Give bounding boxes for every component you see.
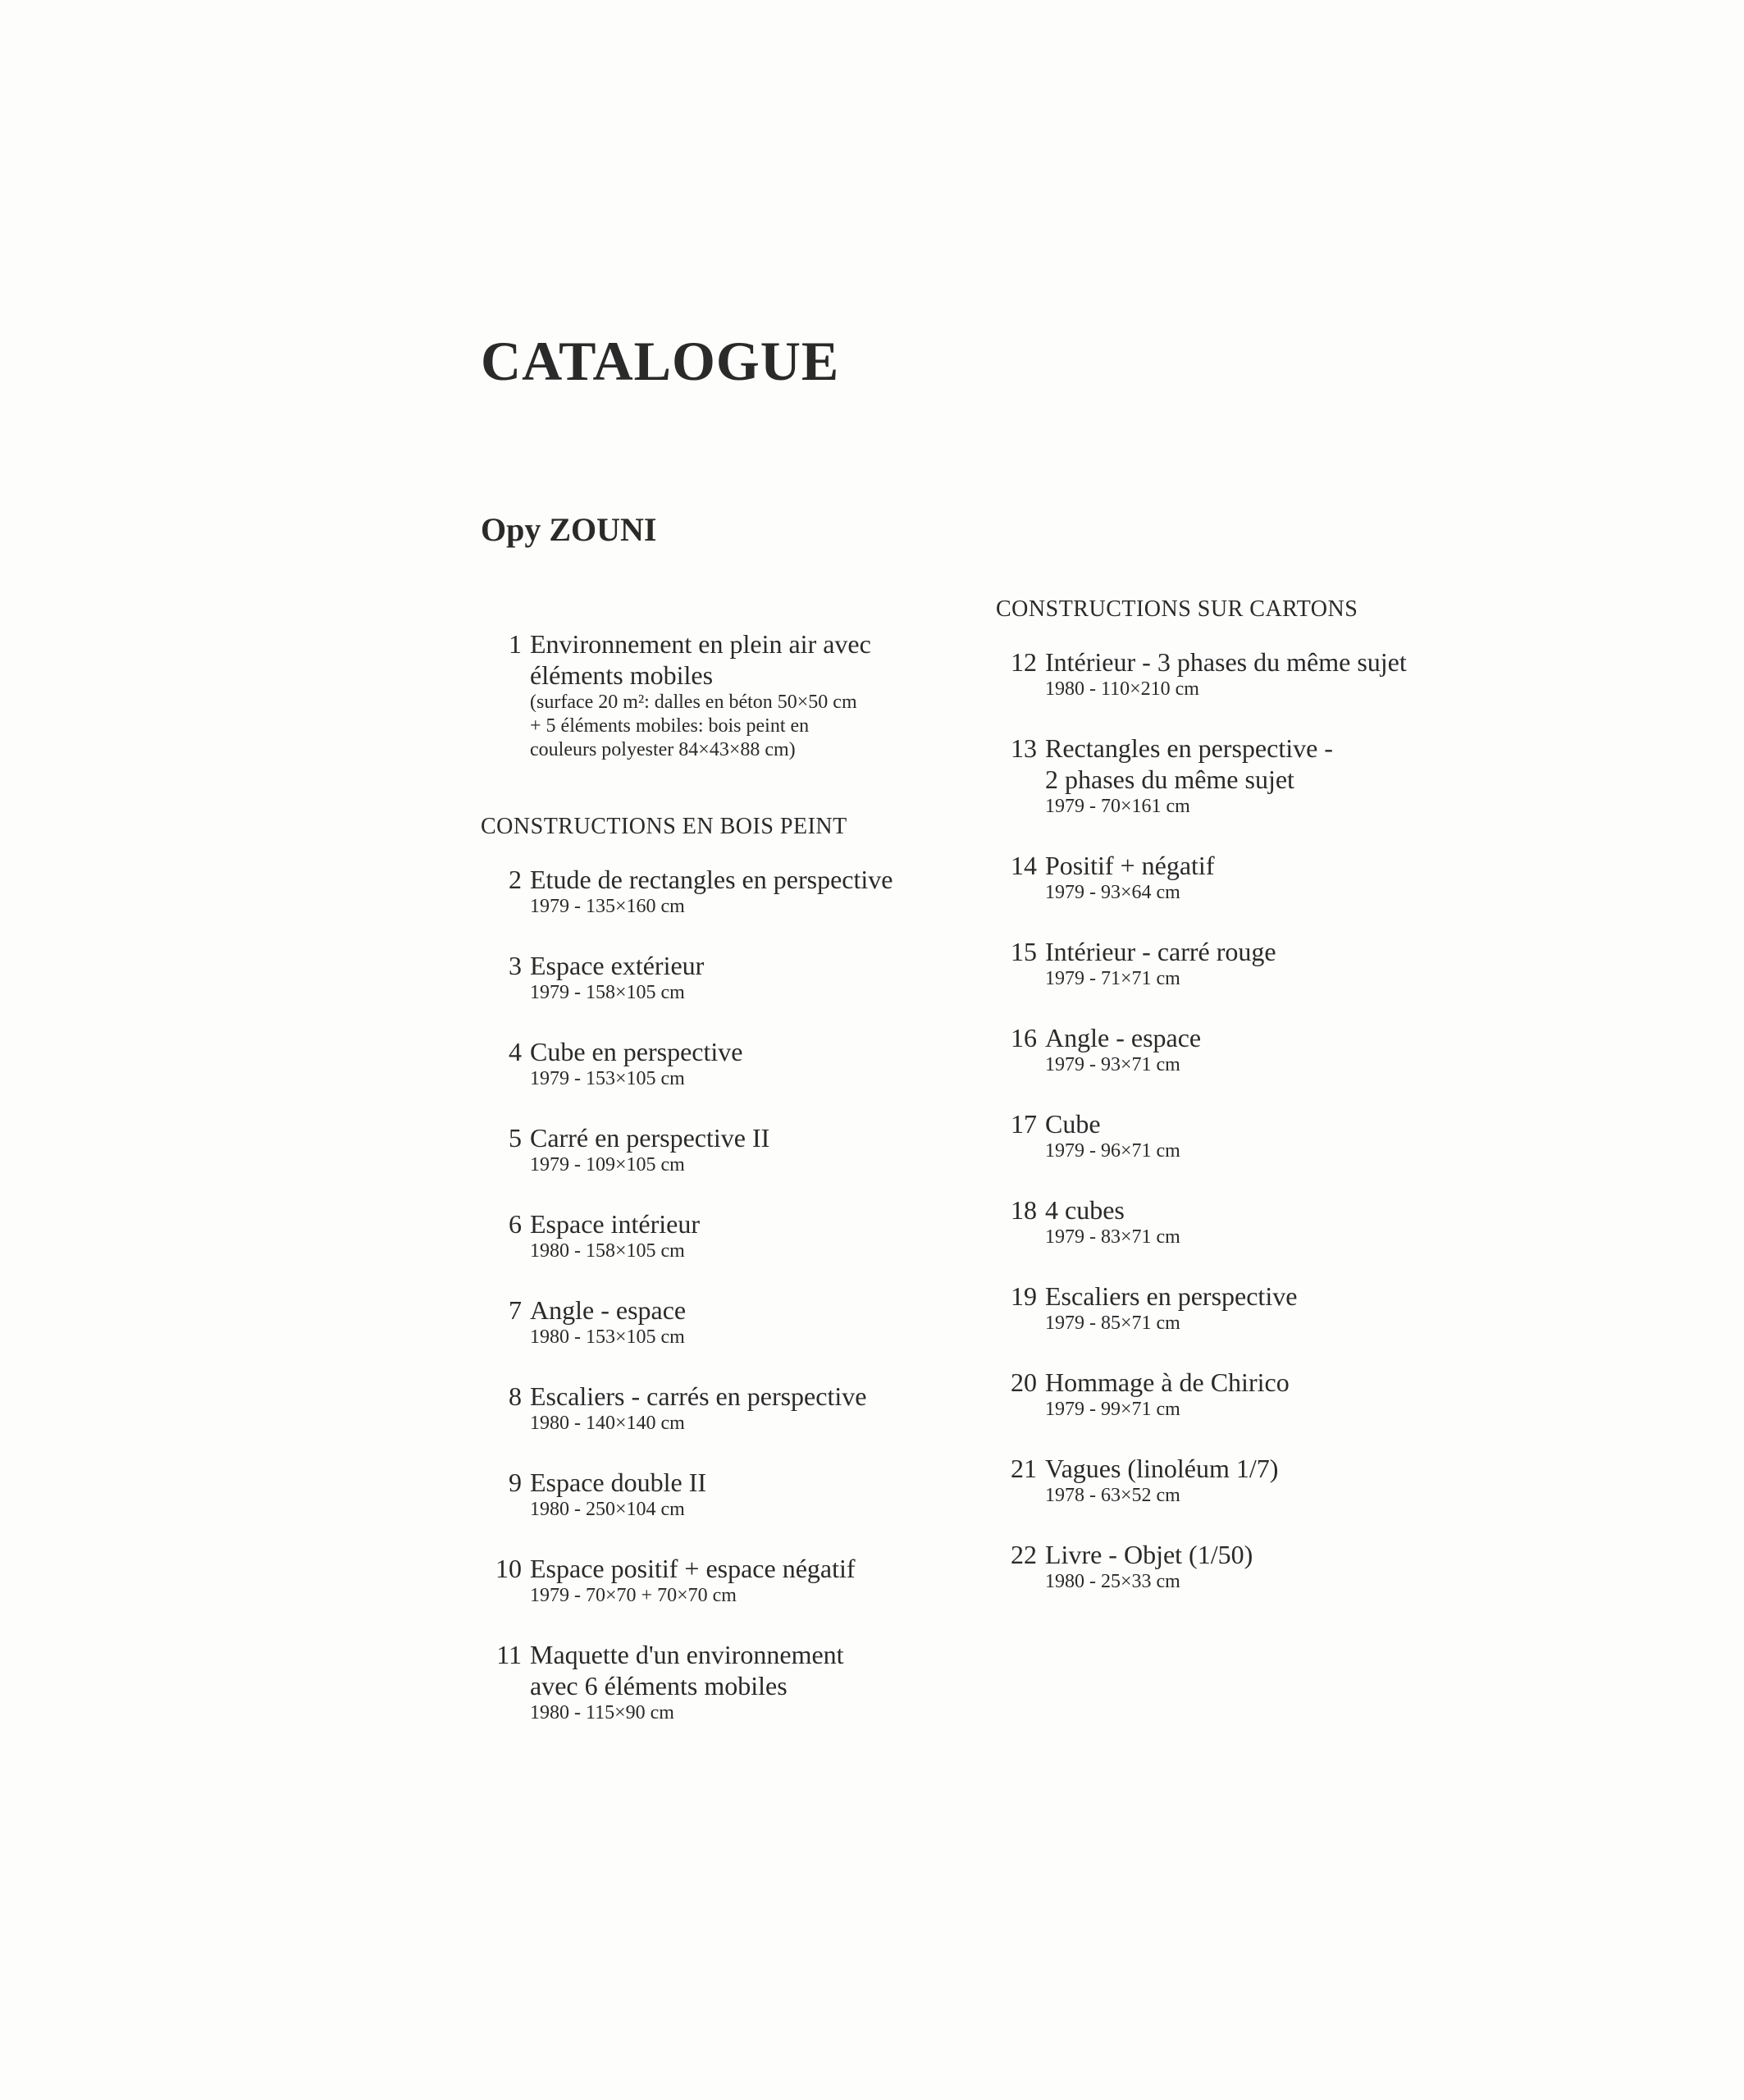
entry-body: [530, 950, 704, 1005]
entry-body: [1045, 1194, 1180, 1249]
entry-detail-line: 1980 - 153×105 cm: [530, 1326, 685, 1348]
entry-number: 4: [509, 1036, 522, 1066]
entry-number: 5: [509, 1122, 522, 1153]
entry-title-line: 4 cubes: [1045, 1194, 1125, 1225]
entry-number: 17: [1011, 1108, 1037, 1139]
catalogue-entry-15: [996, 936, 1504, 991]
right-entry-list: [996, 646, 1504, 1594]
entry-number: 9: [509, 1467, 522, 1497]
catalogue-entry-21: [996, 1453, 1504, 1508]
entry-body: [1045, 733, 1333, 819]
entry-number: 19: [1011, 1281, 1037, 1311]
catalogue-entry-4: [481, 1036, 940, 1091]
catalogue-entry-9: [481, 1467, 940, 1522]
artist-name: Opy ZOUNI: [481, 511, 657, 548]
entry-detail-line: 1978 - 63×52 cm: [1045, 1484, 1180, 1506]
catalogue-entry-5: [481, 1122, 940, 1177]
entry-title-line: Livre - Objet (1/50): [1045, 1539, 1253, 1569]
catalogue-entry-11: [481, 1639, 940, 1725]
entry-number: 13: [1011, 733, 1037, 763]
entry-body: [530, 1208, 700, 1263]
entry-number: 11: [496, 1639, 522, 1669]
entry-title-line: Hommage à de Chirico: [1045, 1367, 1290, 1397]
catalogue-entry-14: [996, 850, 1504, 905]
entry-detail-line: couleurs polyester 84×43×88 cm): [530, 739, 796, 760]
entry-number: 21: [1011, 1453, 1037, 1483]
entry-detail-line: 1980 - 158×105 cm: [530, 1239, 685, 1262]
entry-body: [1045, 936, 1276, 991]
entry-number: 8: [509, 1381, 522, 1411]
catalogue-entry-18: [996, 1194, 1504, 1249]
entry-detail-line: 1979 - 93×64 cm: [1045, 881, 1180, 903]
catalogue-entry-8: [481, 1381, 940, 1436]
left-column: [481, 628, 940, 1756]
entry-body: [530, 628, 871, 762]
entry-body: [530, 1036, 742, 1091]
entry-number: 2: [509, 864, 522, 894]
catalogue-entry-20: [996, 1367, 1504, 1422]
entry-detail-line: 1980 - 25×33 cm: [1045, 1570, 1180, 1592]
catalogue-entry-12: [996, 646, 1504, 701]
entry-body: [1045, 1539, 1253, 1594]
entry-title-line: Carré en perspective II: [530, 1122, 770, 1153]
entry-title-line: Cube en perspective: [530, 1036, 743, 1066]
entry-number: 12: [1011, 646, 1037, 677]
entry-detail-line: 1979 - 85×71 cm: [1045, 1312, 1180, 1334]
entry-number: 15: [1011, 936, 1037, 966]
entry-detail-line: 1979 - 83×71 cm: [1045, 1226, 1180, 1248]
catalogue-entry-1: [481, 628, 940, 762]
entry-body: [1045, 1453, 1278, 1508]
entry-title-line: Vagues (linoléum 1/7): [1045, 1453, 1279, 1483]
entry-detail-line: 1980 - 110×210 cm: [1045, 678, 1199, 700]
entry-title-line: Escaliers - carrés en perspective: [530, 1381, 867, 1411]
entry-number: 16: [1011, 1022, 1037, 1052]
entry-detail-line: 1979 - 70×70 + 70×70 cm: [530, 1584, 737, 1606]
entry-title-line: Positif + négatif: [1045, 850, 1215, 880]
entry-number: 7: [509, 1294, 522, 1325]
entry-detail-line: 1980 - 140×140 cm: [530, 1412, 685, 1434]
entry-body: [530, 1467, 706, 1522]
catalogue-entry-13: [996, 733, 1504, 819]
entry-detail-line: 1979 - 135×160 cm: [530, 895, 685, 917]
entry-detail-line: 1980 - 250×104 cm: [530, 1498, 685, 1520]
catalogue-entry-6: [481, 1208, 940, 1263]
catalogue-entry-22: [996, 1539, 1504, 1594]
entry-body: [530, 1553, 856, 1608]
catalogue-entry-17: [996, 1108, 1504, 1163]
entry-body: [530, 1639, 844, 1725]
entry-detail-line: + 5 éléments mobiles: bois peint en: [530, 715, 810, 737]
entry-body: [530, 1122, 769, 1177]
entry-body: [1045, 1367, 1290, 1422]
entry-number: 1: [509, 629, 522, 659]
entry-title-line: Maquette d'un environnement: [530, 1639, 844, 1669]
entry-title-line: Intérieur - 3 phases du même sujet: [1045, 646, 1407, 677]
entry-number: 18: [1011, 1194, 1037, 1225]
entry-title-line: Etude de rectangles en perspective: [530, 864, 893, 894]
entry-title-line: Espace extérieur: [530, 950, 705, 980]
entry-body: [1045, 1281, 1297, 1335]
entry-number: 10: [495, 1553, 522, 1583]
entry-body: [1045, 1022, 1201, 1077]
entry-detail-line: 1979 - 158×105 cm: [530, 981, 685, 1003]
entry-body: [1045, 1108, 1180, 1163]
entry-detail-line: 1979 - 71×71 cm: [1045, 967, 1180, 989]
catalogue-entry-16: [996, 1022, 1504, 1077]
entry-title-line: Espace positif + espace négatif: [530, 1553, 856, 1583]
entry-title-line: Environnement en plein air avec: [530, 629, 871, 659]
left-entry-list: [481, 864, 940, 1725]
right-column: [996, 596, 1504, 1625]
entry-title-line: Cube: [1045, 1108, 1101, 1139]
entry-body: [530, 864, 893, 919]
catalogue-entry-7: [481, 1294, 940, 1349]
entry-title-line: Rectangles en perspective -: [1045, 733, 1333, 763]
section-heading-cartons: CONSTRUCTIONS SUR CARTONS: [996, 596, 1358, 622]
entry-detail-line: 1979 - 99×71 cm: [1045, 1398, 1180, 1420]
entry-title-line: Intérieur - carré rouge: [1045, 936, 1276, 966]
catalogue-entry-3: [481, 950, 940, 1005]
page-title: CATALOGUE: [481, 330, 840, 392]
entry-detail-line: 1979 - 96×71 cm: [1045, 1139, 1180, 1162]
entry-detail-line: 1979 - 70×161 cm: [1045, 795, 1190, 817]
entry-body: [530, 1381, 866, 1436]
entry-title-line: avec 6 éléments mobiles: [530, 1670, 788, 1701]
entry-body: [1045, 646, 1407, 701]
entry-title-line: Angle - espace: [1045, 1022, 1202, 1052]
entry-number: 20: [1011, 1367, 1037, 1397]
catalogue-entry-19: [996, 1281, 1504, 1335]
entry-number: 3: [509, 950, 522, 980]
entry-number: 22: [1011, 1539, 1037, 1569]
catalogue-entry-10: [481, 1553, 940, 1608]
entry-title-line: éléments mobiles: [530, 660, 714, 690]
entry-title-line: Angle - espace: [530, 1294, 687, 1325]
entry-detail-line: 1979 - 153×105 cm: [530, 1067, 685, 1089]
entry-number: 14: [1011, 850, 1037, 880]
entry-body: [530, 1294, 686, 1349]
entry-detail-line: 1979 - 93×71 cm: [1045, 1053, 1180, 1075]
entry-title-line: Escaliers en perspective: [1045, 1281, 1298, 1311]
entry-title-line: Espace double II: [530, 1467, 707, 1497]
section-heading-bois-peint: CONSTRUCTIONS EN BOIS PEINT: [481, 814, 847, 839]
entry-title-line: Espace intérieur: [530, 1208, 700, 1239]
entry-detail-line: 1979 - 109×105 cm: [530, 1153, 685, 1176]
entry-title-line: 2 phases du même sujet: [1045, 764, 1294, 794]
entry-detail-line: (surface 20 m²: dalles en béton 50×50 cm: [530, 692, 857, 713]
entry-body: [1045, 850, 1214, 905]
entry-detail-line: 1980 - 115×90 cm: [530, 1701, 674, 1723]
catalogue-entry-2: [481, 864, 940, 919]
entry-number: 6: [509, 1208, 522, 1239]
